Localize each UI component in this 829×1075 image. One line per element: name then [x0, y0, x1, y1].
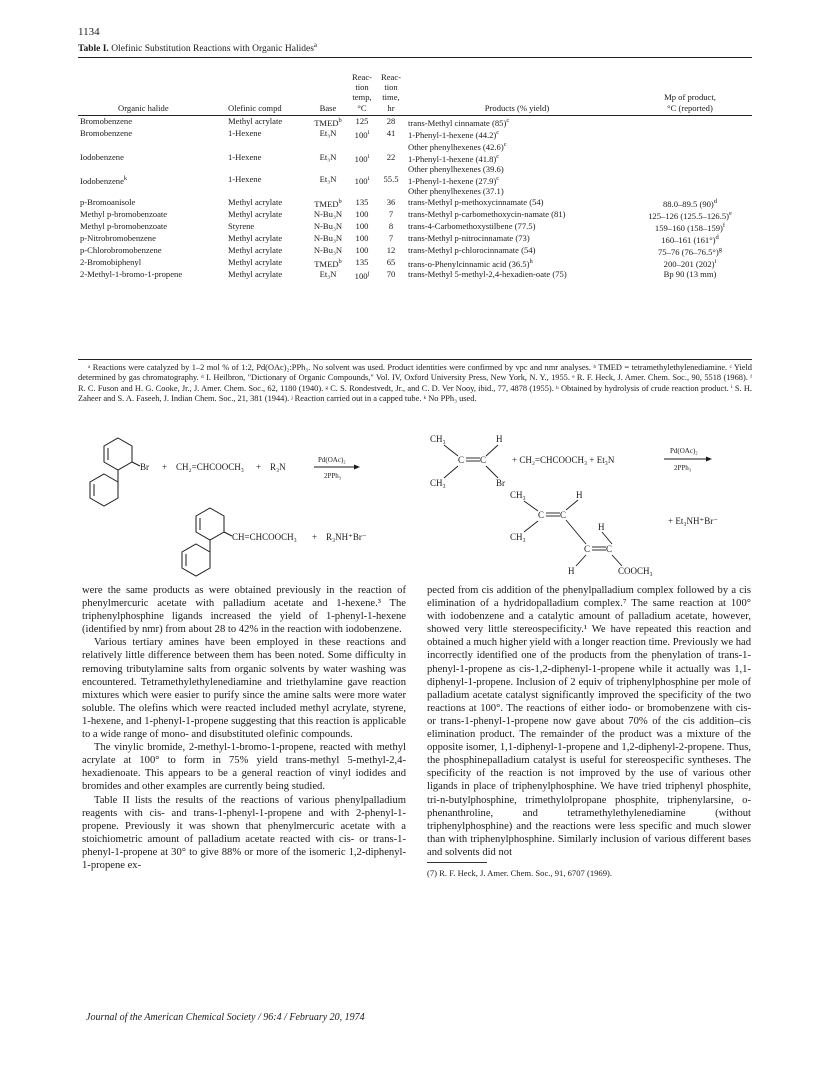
- scheme-right-p-h-c: H: [568, 566, 575, 576]
- scheme-right-p-c2: C: [560, 510, 567, 520]
- cell-time: [376, 233, 406, 245]
- cell-olefin-text: Methyl acrylate: [228, 115, 283, 126]
- cell-base: [308, 197, 348, 209]
- cell-halide-text: Methyl p-bromobenzoate: [80, 220, 168, 231]
- table-header-row: [78, 72, 752, 115]
- cell-mp: [628, 209, 752, 221]
- header-time-1: Reac-: [380, 72, 402, 82]
- cell-products-text: Other phenylhexenes (39.6): [408, 164, 504, 175]
- cell-olefin: [226, 269, 308, 281]
- cell-base: [308, 152, 348, 164]
- table-row: [78, 140, 752, 152]
- journal-footer: Journal of the American Chemical Society / 96:4 / February 20, 1974: [86, 1012, 365, 1023]
- scheme-right-p-ch3-b: CH₃: [510, 532, 526, 542]
- cell-products-text: trans-Methyl p-carbomethoxycin-namate (81): [408, 208, 566, 219]
- cell-base: [308, 186, 348, 196]
- cell-base: [308, 257, 348, 269]
- scheme-left-salt: R₃NH⁺Br⁻: [326, 532, 367, 542]
- cell-halide: [78, 115, 226, 128]
- cell-mp: [628, 164, 752, 174]
- cell-halide-text: Bromobenzene: [80, 127, 133, 138]
- header-products: Products (% yield): [406, 72, 628, 115]
- cell-temp: [348, 221, 376, 233]
- left-paragraph-3: The vinylic bromide, 2-methyl-1-bromo-1-propene, reacted with methyl acrylate at 100° to form in 75% yield trans-methyl 5-methyl-2,4-hexadienoate. This appears to be a general reaction of vinyl iodides and bromides and other examples are currently being studied.: [82, 742, 406, 793]
- scheme-right-p-c3: C: [584, 544, 591, 554]
- page-number: 1134: [78, 26, 100, 38]
- cell-olefin: [226, 186, 308, 196]
- cell-products-text: 1-Phenyl-1-hexene (27.9): [408, 176, 497, 187]
- cell-base: [308, 115, 348, 128]
- header-temp-4: °C: [357, 102, 367, 113]
- cell-time-text: 41: [386, 127, 396, 138]
- cell-products: [406, 197, 628, 209]
- cell-mp-text: 200–201 (202): [663, 258, 715, 269]
- table-row: [78, 221, 752, 233]
- cell-time: [376, 197, 406, 209]
- scheme-left-plus1: +: [162, 462, 168, 472]
- cell-products: [406, 269, 628, 281]
- cell-olefin-text: Methyl acrylate: [228, 196, 283, 207]
- cell-temp-text: 100: [354, 153, 368, 164]
- header-mp-2: °C (reported): [667, 102, 713, 113]
- cell-products-text: trans-Methyl p-nitrocinnamate (73): [408, 232, 530, 243]
- cell-olefin-text: Methyl acrylate: [228, 244, 283, 255]
- cell-products: [406, 152, 628, 164]
- scheme-right-c-b: C: [480, 455, 487, 465]
- cell-time: [376, 115, 406, 128]
- cell-temp-text: 100: [354, 129, 368, 140]
- header-time: [376, 72, 406, 115]
- cell-temp: [348, 245, 376, 257]
- cell-products-footnote-mark: c: [506, 116, 510, 124]
- header-temp: [348, 72, 376, 115]
- cell-olefin: [226, 209, 308, 221]
- body-column-left: [82, 584, 406, 872]
- cell-products-text: trans-o-Phenylcinnamic acid (36.5): [408, 258, 530, 269]
- cell-halide-text: p-Bromoanisole: [80, 196, 136, 207]
- reaction-scheme: [78, 428, 752, 583]
- cell-time-text: 70: [386, 268, 396, 279]
- cell-temp: [348, 140, 376, 152]
- scheme-left-plus2: +: [256, 462, 262, 472]
- cell-products-footnote-mark: c: [503, 140, 507, 148]
- cell-temp-text: 100: [355, 244, 369, 255]
- cell-mp: [628, 245, 752, 257]
- scheme-left-acrylate: CH₂=CHCOOCH₃: [176, 462, 244, 472]
- scheme-right-p-c4: C: [606, 544, 613, 554]
- cell-temp-footnote-mark: i: [367, 153, 370, 160]
- cell-products: [406, 186, 628, 196]
- cell-time-text: 7: [388, 232, 394, 243]
- cell-base: [308, 164, 348, 174]
- scheme-right-ch3-b: CH₃: [430, 478, 446, 488]
- cell-time: [376, 174, 406, 186]
- cell-base-text: N-Bu₃N: [313, 220, 343, 231]
- scheme-left-plus3: +: [312, 532, 318, 542]
- cell-halide-text: Iodobenzene: [80, 152, 124, 162]
- cell-mp: [628, 257, 752, 269]
- cell-products-footnote-mark: h: [529, 257, 533, 265]
- cell-halide-text: Bromobenzene: [80, 115, 133, 126]
- header-mp: [628, 72, 752, 115]
- header-time-2: tion: [384, 82, 398, 93]
- scheme-left-arrowhead: [354, 465, 360, 470]
- left-paragraph-1: were the same products as were obtained previously in the reaction of phenylmercuric acetate with palladium acetate and 1-hexene.³ The triphenylphosphine ligands increased the yield of 1-phenyl-1-hexene (identified by nmr) from about 28 to 42% in the reaction with iodobenzene.: [82, 585, 406, 636]
- scheme-right-ch3-a: CH₃: [430, 434, 446, 444]
- cell-mp-footnote-mark: i: [714, 257, 717, 265]
- cell-products: [406, 115, 628, 128]
- cell-temp: [348, 269, 376, 281]
- header-temp-1: Reac-: [351, 72, 373, 82]
- cell-mp: [628, 140, 752, 152]
- cell-mp: [628, 221, 752, 233]
- cell-products: [406, 128, 628, 140]
- scheme-right-cat-top: Pd(OAc)₂: [670, 447, 698, 455]
- cell-olefin: [226, 257, 308, 269]
- cell-base-text: Et₃N: [319, 268, 337, 279]
- footnotes-text: ᵃ Reactions were catalyzed by 1–2 mol % of 1:2, Pd(OAc)₂:PPh₃. No solvent was used. Product identities were confirmed by vpc and nmr analyses. ᵇ TMED = tetramethylethylenediamine. ᶜ Yield determined by gas chromatography. ᵈ I. Heilbron, "Dictionary of Organic Compounds," Vol. IV, Oxford University Press, New York, N. Y., 1955. ᵉ R. F. Heck, J. Amer. Chem. Soc., 90, 5518 (1968). ᶠ R. C. Fuson and H. G. Cooke, Jr., J. Amer. Chem. Soc., 62, 1180 (1940). ᵍ C. S. Rondestvedt, Jr., and C. D. Ver Nooy, ibid., 77, 4878 (1955). ʰ Obtained by hydrolysis of crude reaction product. ⁱ S. H. Zaheer and S. A. Faseeh, J. Indian Chem. Soc., 21, 381 (1944). ʲ Reaction carried out in a capped tube. ᵏ No PPh₃ used.: [78, 363, 752, 404]
- cell-base: [308, 233, 348, 245]
- cell-time-text: 22: [386, 152, 396, 162]
- cell-mp: [628, 128, 752, 140]
- cell-products-text: trans-Methyl p-methoxycinnamate (54): [408, 196, 544, 207]
- cell-mp-text: 160–161 (161°): [661, 234, 716, 245]
- product-biphenyl-structure: [182, 508, 232, 576]
- cell-halide: [78, 245, 226, 257]
- cell-temp-text: 100: [354, 176, 368, 187]
- cell-olefin: [226, 115, 308, 128]
- cell-mp: [628, 233, 752, 245]
- table-bottom-rule: [78, 359, 752, 360]
- cell-mp: [628, 152, 752, 164]
- cell-base: [308, 128, 348, 140]
- cell-mp: [628, 186, 752, 196]
- cell-products: [406, 209, 628, 221]
- header-base: Base: [308, 72, 348, 115]
- header-olefin: Olefinic compd: [226, 72, 308, 115]
- cell-time-text: 28: [386, 115, 396, 126]
- cell-halide-text: p-Chlorobromobenzene: [80, 244, 162, 255]
- cell-olefin-text: 1-Hexene: [228, 174, 262, 185]
- cell-base-text: TMED: [314, 117, 339, 128]
- cell-temp-text: 100: [355, 220, 369, 231]
- cell-base: [308, 140, 348, 152]
- cell-temp-text: 135: [355, 196, 369, 207]
- cell-time: [376, 209, 406, 221]
- scheme-right-p-h-b: H: [598, 522, 605, 532]
- cell-time: [376, 164, 406, 174]
- cell-base-text: TMED: [314, 258, 339, 269]
- cell-base-text: N-Bu₃N: [313, 244, 343, 255]
- cell-halide: [78, 209, 226, 221]
- cell-time: [376, 128, 406, 140]
- cell-olefin-text: Methyl acrylate: [228, 208, 283, 219]
- cell-temp: [348, 257, 376, 269]
- cell-olefin-text: Methyl acrylate: [228, 256, 283, 267]
- table-row: [78, 115, 752, 128]
- cell-halide-text: 2-Methyl-1-bromo-1-propene: [80, 268, 183, 279]
- cell-halide-text: Iodobenzene: [80, 176, 124, 187]
- cell-base-text: N-Bu₃N: [313, 232, 343, 243]
- cell-halide: [78, 186, 226, 196]
- scheme-right-arrowhead: [706, 457, 712, 462]
- table-top-rule: [78, 57, 752, 58]
- cell-products-footnote-mark: c: [496, 153, 500, 160]
- cell-olefin: [226, 197, 308, 209]
- cell-products-text: Other phenylhexenes (37.1): [408, 186, 504, 197]
- cell-time-text: 7: [388, 208, 394, 219]
- scheme-right-p-h-a: H: [576, 490, 583, 500]
- table-row: [78, 186, 752, 196]
- cell-products: [406, 221, 628, 233]
- cell-products-text: trans-Methyl cinnamate (85): [408, 117, 507, 128]
- cell-products: [406, 164, 628, 174]
- left-paragraph-4: Table II lists the results of the reactions of various phenylpalladium reagents with cis- and trans-1-phenyl-1-propene and with 2-phenyl-1-propene. Previously it was shown that phenylmercuric acetate with a stoichiometric amount of palladium acetate reacted with cis- or trans-1-phenyl-1-propene at 30° to give 88% or more of the isomeric 1,2-diphenyl-1-propene ex-: [82, 794, 406, 871]
- table-caption-label: Table I.: [78, 44, 109, 55]
- cell-time: [376, 245, 406, 257]
- cell-olefin: [226, 140, 308, 152]
- cell-products-footnote-mark: c: [496, 175, 500, 183]
- scheme-right-p-ch3-a: CH₃: [510, 490, 526, 500]
- scheme-right-br: Br: [496, 478, 505, 488]
- reference-7: (7) R. F. Heck, J. Amer. Chem. Soc., 91, 6707 (1969).: [427, 867, 613, 878]
- table-row: [78, 174, 752, 186]
- cell-base: [308, 174, 348, 186]
- cell-time: [376, 140, 406, 152]
- table-row: [78, 209, 752, 221]
- header-mp-1: Mp of product,: [664, 92, 716, 103]
- table-row: [78, 152, 752, 164]
- cell-temp-footnote-mark: i: [367, 128, 370, 136]
- scheme-right-p-c1: C: [538, 510, 545, 520]
- header-time-3: time,: [382, 92, 400, 103]
- cell-products-text: 1-Phenyl-1-hexene (41.8): [408, 153, 497, 164]
- table-row: [78, 128, 752, 140]
- cell-base-text: Et₃N: [319, 127, 337, 138]
- cell-olefin-text: 1-Hexene: [228, 152, 262, 162]
- cell-time: [376, 186, 406, 196]
- cell-temp: [348, 197, 376, 209]
- scheme-left-br: Br: [140, 462, 149, 472]
- cell-time-text: 8: [388, 220, 394, 231]
- scheme-right-salt: + Et₃NH⁺Br⁻: [668, 516, 718, 526]
- cell-base: [308, 221, 348, 233]
- cell-products-text: trans-Methyl 5-methyl-2,4-hexadien-oate (75): [408, 268, 567, 279]
- cell-mp-footnote-mark: d: [715, 233, 719, 241]
- cell-products-text: trans-4-Carbomethoxystilbene (77.5): [408, 220, 536, 231]
- cell-mp-text: 125–126 (125.5–126.5): [648, 210, 730, 221]
- cell-olefin: [226, 164, 308, 174]
- cell-halide: [78, 152, 226, 164]
- left-paragraph-2: Various tertiary amines have been employed in these reactions and relatively little difference between them has been noted. Some difficulty in removing tributylamine salts from organic solvents by water washing was encountered. Tetramethylethylenediamine and triethylamine gave reaction mixtures which were easier to purify since the amine salts were more water soluble. The olefins which were reacted included methyl acrylate, styrene, 1-hexene, and 1-phenyl-1-propene suggesting that this reaction is applicable to a wide range of mono- and disubstituted olefinic compounds.: [82, 637, 406, 741]
- cell-mp-footnote-mark: e: [729, 209, 732, 217]
- scheme-right-cat-bottom: 2PPh₃: [674, 464, 692, 472]
- table-caption-mark: a: [313, 41, 318, 49]
- cell-halide: [78, 221, 226, 233]
- cell-base: [308, 209, 348, 221]
- cell-halide-text: Methyl p-bromobenzoate: [80, 208, 168, 219]
- cell-halide-footnote-mark: k: [123, 175, 128, 183]
- cell-time-text: 55.5: [383, 174, 399, 185]
- cell-products-text: Other phenylhexenes (42.6): [408, 141, 504, 152]
- cell-temp-text: 100: [354, 270, 368, 281]
- cell-mp: [628, 174, 752, 186]
- cell-olefin-text: Methyl acrylate: [228, 232, 283, 243]
- cell-halide: [78, 128, 226, 140]
- cell-time: [376, 152, 406, 164]
- cell-base-footnote-mark: b: [338, 197, 342, 205]
- cell-halide-text: p-Nitrobromobenzene: [80, 232, 156, 243]
- cell-products: [406, 174, 628, 186]
- scheme-left-cat-bottom: 2PPh₃: [324, 472, 342, 480]
- cell-olefin: [226, 128, 308, 140]
- reference-rule: [427, 862, 487, 863]
- scheme-left-cat-top: Pd(OAc)₂: [318, 456, 346, 464]
- biphenyl-bromide-structure: [90, 438, 140, 506]
- table-row: [78, 197, 752, 209]
- cell-products: [406, 245, 628, 257]
- header-temp-2: tion: [355, 82, 369, 93]
- header-halide: Organic halide: [78, 72, 226, 115]
- cell-products: [406, 233, 628, 245]
- cell-mp-footnote-mark: g: [718, 245, 722, 253]
- cell-temp-text: 135: [355, 256, 369, 267]
- cell-base: [308, 245, 348, 257]
- cell-base-text: N-Bu₃N: [313, 208, 343, 219]
- cell-time: [376, 269, 406, 281]
- cell-time-text: 36: [386, 196, 396, 207]
- scheme-left-amine: R₃N: [270, 462, 286, 472]
- cell-halide: [78, 140, 226, 152]
- cell-temp-text: 100: [355, 232, 369, 243]
- data-table: [78, 72, 752, 281]
- cell-time: [376, 257, 406, 269]
- cell-temp-footnote-mark: i: [367, 175, 370, 183]
- cell-temp: [348, 233, 376, 245]
- cell-mp: [628, 197, 752, 209]
- cell-halide: [78, 164, 226, 174]
- cell-temp-text: 100: [355, 208, 369, 219]
- cell-olefin-text: 1-Hexene: [228, 127, 262, 138]
- scheme-left-product: CH=CHCOOCH₃: [232, 532, 297, 542]
- cell-mp-footnote-mark: f: [722, 221, 726, 229]
- header-time-4: hr: [387, 102, 395, 113]
- cell-mp: [628, 269, 752, 281]
- cell-base-text: TMED: [314, 198, 339, 209]
- scheme-right-h-a: H: [496, 434, 503, 444]
- cell-mp-text: 88.0–89.5 (90): [662, 198, 714, 209]
- cell-time: [376, 221, 406, 233]
- cell-halide: [78, 174, 226, 186]
- cell-olefin-text: Methyl acrylate: [228, 268, 283, 279]
- cell-mp-text: 159–160 (158–159): [654, 222, 723, 233]
- table-caption: [78, 41, 317, 54]
- cell-mp-text: 75–76 (76–76.5°): [658, 246, 719, 257]
- cell-products-text: 1-Phenyl-1-hexene (44.2): [408, 129, 497, 140]
- scheme-right-reagents: + CH₂=CHCOOCH₃ + Et₃N: [512, 455, 615, 465]
- body-column-right: [427, 584, 751, 880]
- table-body: [78, 115, 752, 281]
- table-row: [78, 245, 752, 257]
- cell-time-text: 12: [386, 244, 396, 255]
- table-row: [78, 164, 752, 174]
- scheme-right-p-cooch3: COOCH₃: [618, 566, 653, 576]
- cell-olefin: [226, 221, 308, 233]
- cell-temp: [348, 186, 376, 196]
- cell-mp: [628, 115, 752, 128]
- cell-base-footnote-mark: b: [338, 116, 342, 124]
- cell-products-text: trans-Methyl p-chlorocinnamate (54): [408, 244, 536, 255]
- cell-products: [406, 257, 628, 269]
- cell-mp-footnote-mark: d: [713, 197, 718, 205]
- cell-base: [308, 269, 348, 281]
- cell-olefin: [226, 245, 308, 257]
- table-row: [78, 269, 752, 281]
- cell-olefin: [226, 152, 308, 164]
- table-row: [78, 233, 752, 245]
- cell-halide: [78, 233, 226, 245]
- cell-olefin: [226, 233, 308, 245]
- cell-base-text: Et₃N: [319, 174, 337, 185]
- header-temp-3: temp,: [352, 92, 372, 103]
- cell-temp-text: 125: [355, 115, 369, 126]
- vinyl-bromide-bonds: [444, 445, 498, 478]
- cell-halide: [78, 197, 226, 209]
- cell-halide: [78, 257, 226, 269]
- cell-temp: [348, 152, 376, 164]
- cell-products: [406, 140, 628, 152]
- cell-temp: [348, 174, 376, 186]
- cell-temp: [348, 164, 376, 174]
- right-paragraph-1: pected from cis addition of the phenylpalladium complex followed by a cis elimination of a hydridopalladium complex.⁷ The same reaction at 100° with iodobenzene and a catalytic amount of palladium acetate, however, showed very little stereospecificity.¹ We have repeated this reaction and obtained a much higher yield with a longer reaction time. Previously we had incorrectly identified one of the products from the phenylation of trans-1-phenyl-1-propene as cis-1,2-diphenyl-1-propene while it actually was 1,1-diphenyl-1-propene. Inclusion of 2 equiv of triphenylphosphine per mole of palladium acetate catalyst significantly improved the specificity of the two reactions at 100°. The reactions of either iodo- or bromobenzene with cis- or trans-1-phenyl-1-propene now gave about 70% of the cis addition–cis elimination product. The remainder of the product was a mixture of the opposite isomer, 1,1-diphenyl-1-propene and 1,2-diphenyl-2-propene. Thus, the phosphinepalladium catalyst is useful for stereospecific syntheses. The specificity of the reaction is not improved by the use of various other ligands in place of triphenylphosphine. We have tried triphenyl phosphite, tri-n-butylphosphine, trimethylolpropane phosphite, triphenylarsine, o-phenanthroline, and tetramethylethylenediamine (without triphenylphosphine) and the reactions were less specific and much slower than with triphenylphosphine. Similarly inclusion of various different bases and solvents did not: [427, 585, 751, 858]
- cell-halide-text: 2-Bromobiphenyl: [80, 256, 142, 267]
- cell-olefin-text: Styrene: [228, 220, 255, 231]
- cell-temp: [348, 128, 376, 140]
- table-footnotes: [78, 363, 752, 405]
- cell-time-text: 65: [386, 256, 396, 267]
- cell-temp: [348, 115, 376, 128]
- cell-halide: [78, 269, 226, 281]
- table-row: [78, 257, 752, 269]
- cell-mp-text: Bp 90 (13 mm): [663, 268, 717, 279]
- cell-products-footnote-mark: c: [496, 128, 500, 136]
- cell-base-footnote-mark: b: [338, 257, 342, 265]
- cell-base-text: Et₃N: [319, 152, 337, 162]
- scheme-right-c-a: C: [458, 455, 465, 465]
- cell-temp: [348, 209, 376, 221]
- table-caption-text: Olefinic Substitution Reactions with Organic Halides: [111, 44, 314, 55]
- cell-olefin: [226, 174, 308, 186]
- cell-temp-footnote-mark: j: [367, 269, 370, 277]
